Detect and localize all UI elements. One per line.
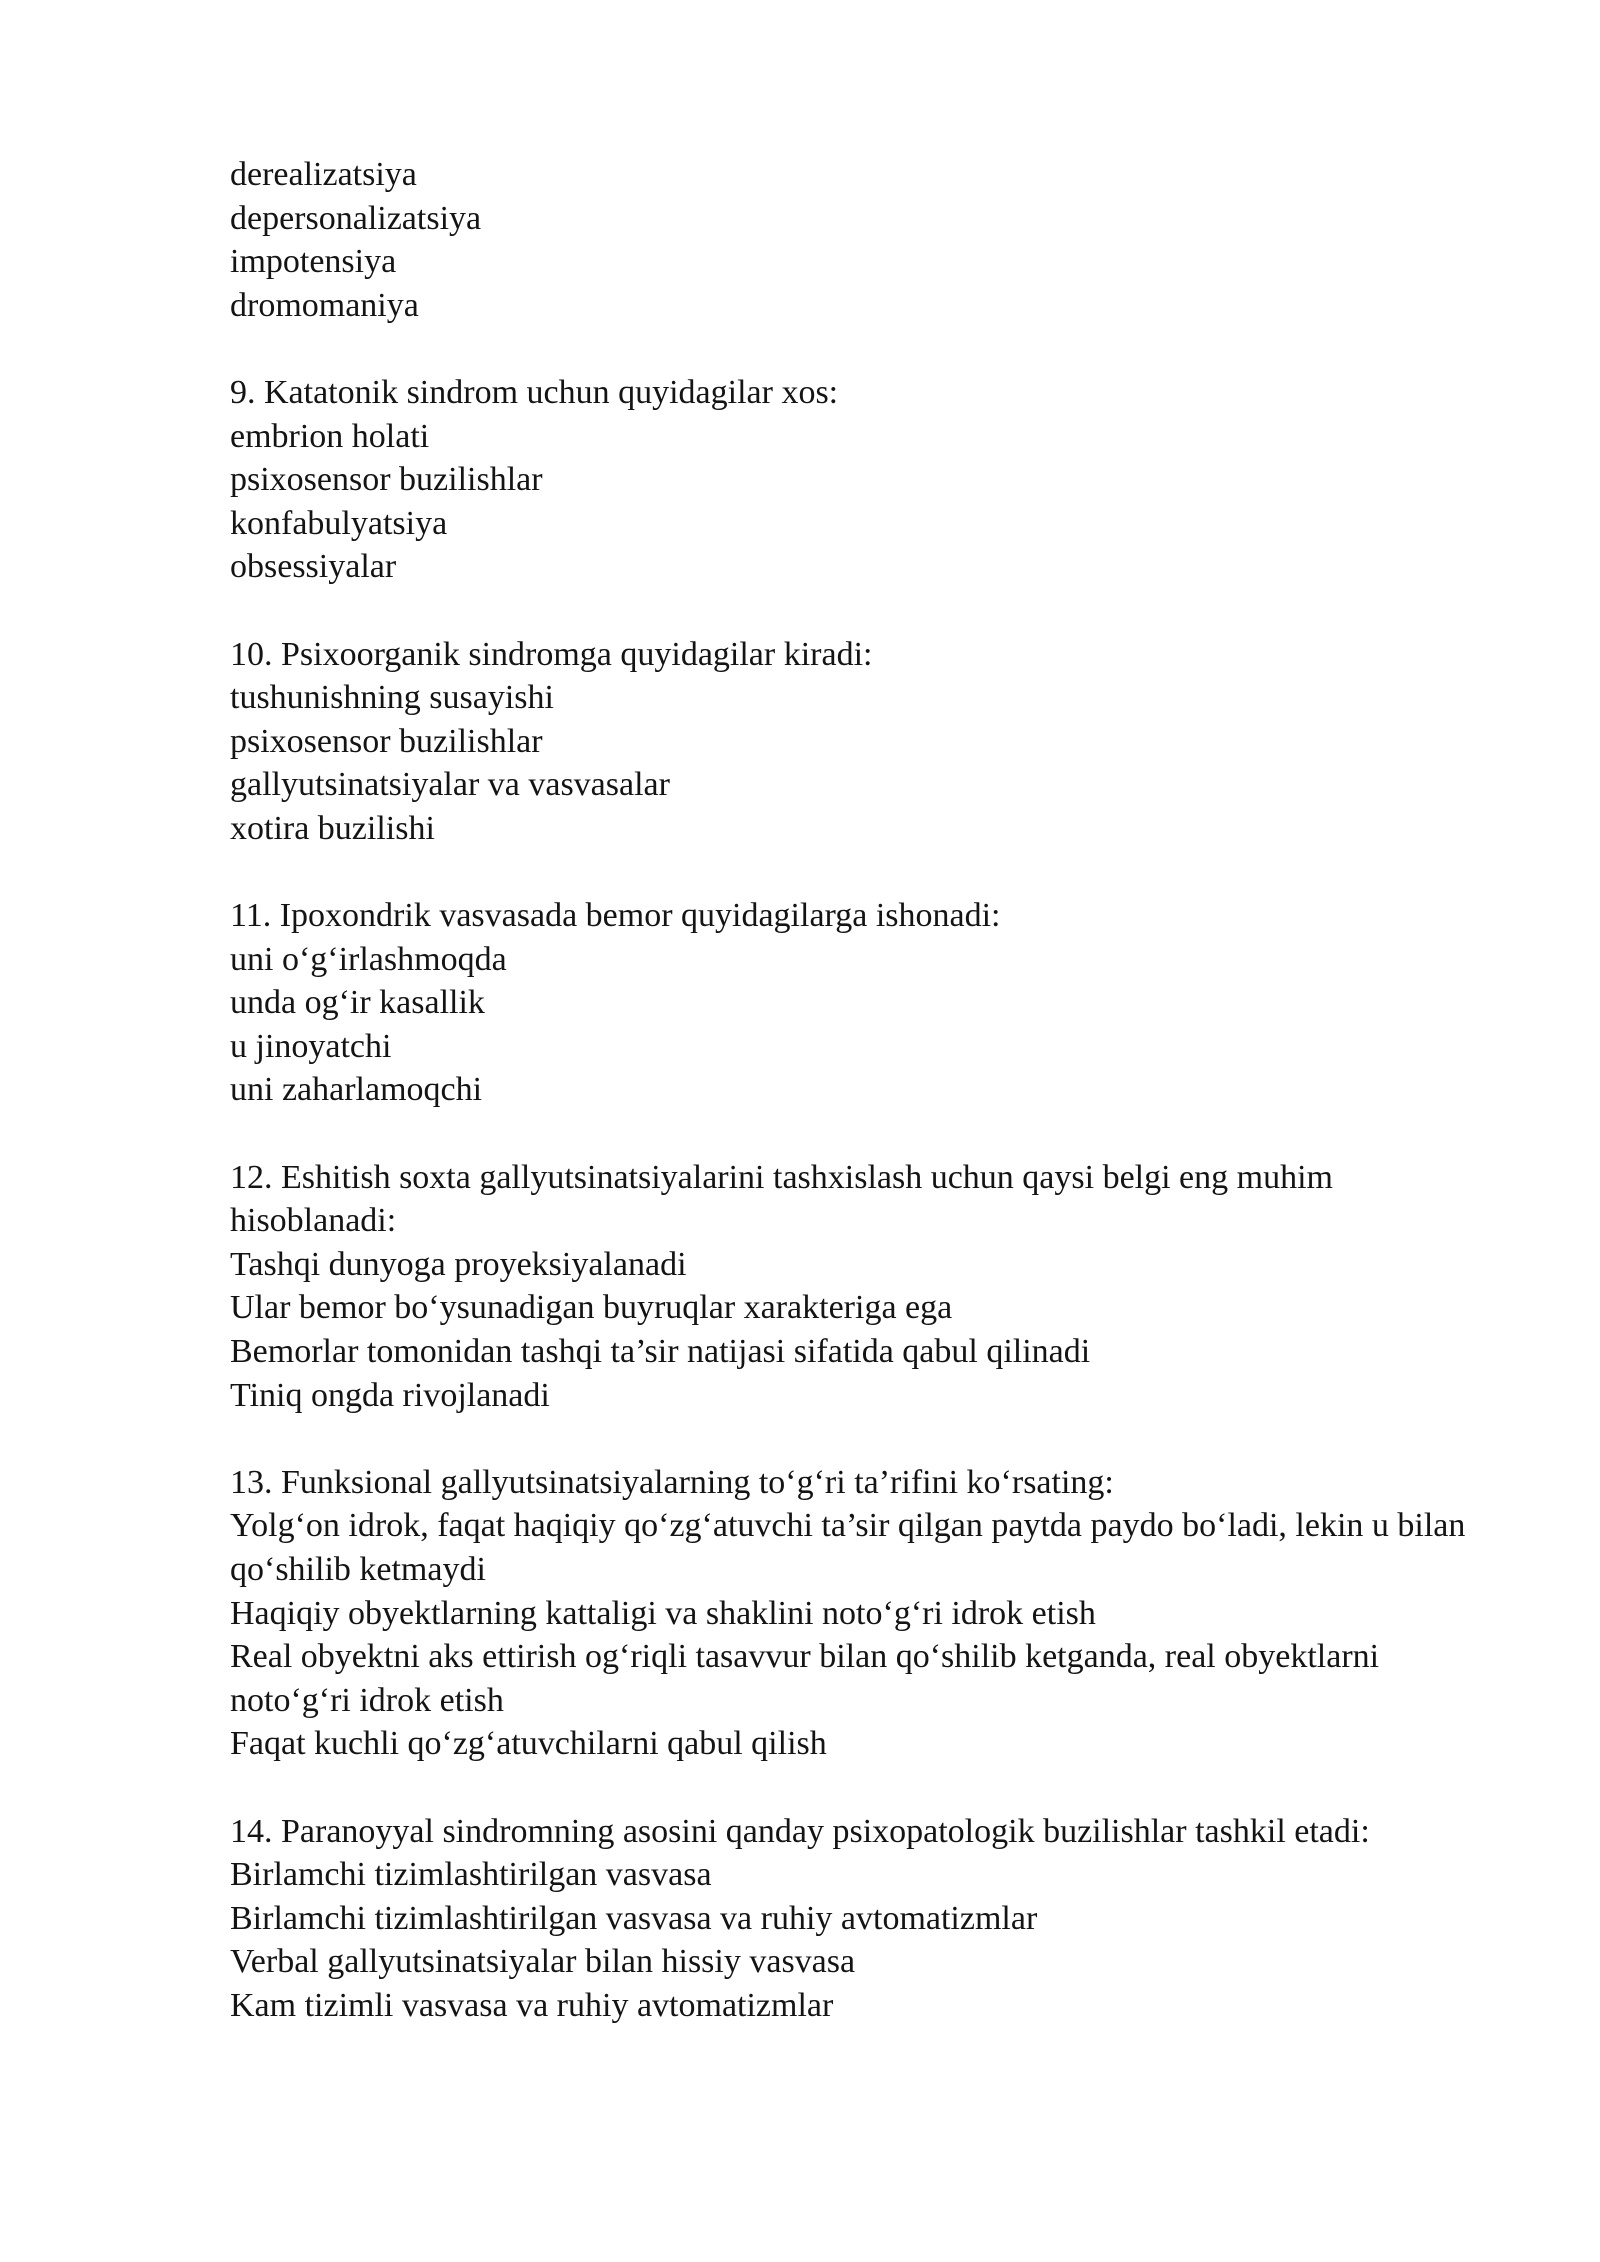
question-14 (230, 1810, 1490, 2028)
paragraph-gap (230, 1766, 1490, 1810)
paragraph-gap (230, 327, 1490, 371)
answer-option: dromomaniya (230, 286, 419, 324)
answer-option: Faqat kuchli qo‘zg‘atuvchilarni qabul qilish (230, 1725, 827, 1763)
answer-option: xotira buzilishi (230, 809, 435, 847)
answer-option: uni zaharlamoqchi (230, 1071, 483, 1109)
answer-option: psixosensor buzilishlar (230, 461, 543, 499)
document-body (230, 153, 1490, 2028)
answer-option: Tiniq ongda rivojlanadi (230, 1376, 550, 1414)
question-text: 12. Eshitish soxta gallyutsinatsiyalarini tashxislash uchun qaysi belgi eng muhim hisoblanadi: (230, 1158, 1333, 1240)
answer-option: impotensiya (230, 243, 397, 281)
question-text: 9. Katatonik sindrom uchun quyidagilar xos: (230, 373, 839, 411)
answer-option: derealizatsiya (230, 156, 417, 193)
answer-option: embrion holati (230, 417, 430, 455)
question-13 (230, 1461, 1490, 1766)
answer-option: Kam tizimli vasvasa va ruhiy avtomatizmlar (230, 1986, 834, 2024)
paragraph-gap (230, 1417, 1490, 1461)
question-text: 10. Psixoorganik sindromga quyidagilar kiradi: (230, 635, 873, 673)
question-11 (230, 894, 1490, 1112)
answer-option: Birlamchi tizimlashtirilgan vasvasa va ruhiy avtomatizmlar (230, 1899, 1038, 1937)
answer-option: Yolg‘on idrok, faqat haqiqiy qo‘zg‘atuvchi ta’sir qilgan paytda paydo bo‘ladi, lekin u bilan qo‘shilib ketmaydi (230, 1507, 1466, 1588)
answer-option: Verbal gallyutsinatsiyalar bilan hissiy vasvasa (230, 1943, 856, 1981)
paragraph-gap (230, 851, 1490, 895)
answer-option: obsessiyalar (230, 548, 397, 586)
answer-option: psixosensor buzilishlar (230, 722, 543, 760)
paragraph-gap (230, 1112, 1490, 1156)
question-10 (230, 633, 1490, 851)
paragraph-gap (230, 589, 1490, 633)
question-text: 11. Ipoxondrik vasvasada bemor quyidagilarga ishonadi: (230, 897, 1001, 935)
question-12 (230, 1156, 1490, 1418)
question-text: 13. Funksional gallyutsinatsiyalarning to‘g‘ri ta’rifini ko‘rsating: (230, 1463, 1114, 1501)
answer-option: Real obyektni aks ettirish og‘riqli tasavvur bilan qo‘shilib ketganda, real obyektlarni noto‘g‘ri idrok etish (230, 1638, 1380, 1719)
answer-option: Bemorlar tomonidan tashqi ta’sir natijasi sifatida qabul qilinadi (230, 1333, 1091, 1371)
question-9 (230, 371, 1490, 589)
answer-option: depersonalizatsiya (230, 199, 482, 237)
answer-option: Tashqi dunyoga proyeksiyalanadi (230, 1245, 687, 1283)
answer-option: tushunishning susayishi (230, 679, 554, 717)
intro-options-list (230, 153, 1490, 327)
answer-option: unda og‘ir kasallik (230, 984, 485, 1022)
answer-option: gallyutsinatsiyalar va vasvasalar (230, 766, 670, 804)
answer-option: konfabulyatsiya (230, 504, 448, 542)
answer-option: Ular bemor bo‘ysunadigan buyruqlar xarakteriga ega (230, 1289, 953, 1327)
question-text: 14. Paranoyyal sindromning asosini qanday psixopatologik buzilishlar tashkil etadi: (230, 1812, 1370, 1850)
answer-option: Birlamchi tizimlashtirilgan vasvasa (230, 1856, 712, 1894)
answer-option: uni o‘g‘irlashmoqda (230, 940, 507, 978)
answer-option: Haqiqiy obyektlarning kattaligi va shaklini noto‘g‘ri idrok etish (230, 1594, 1096, 1632)
answer-option: u jinoyatchi (230, 1027, 392, 1065)
